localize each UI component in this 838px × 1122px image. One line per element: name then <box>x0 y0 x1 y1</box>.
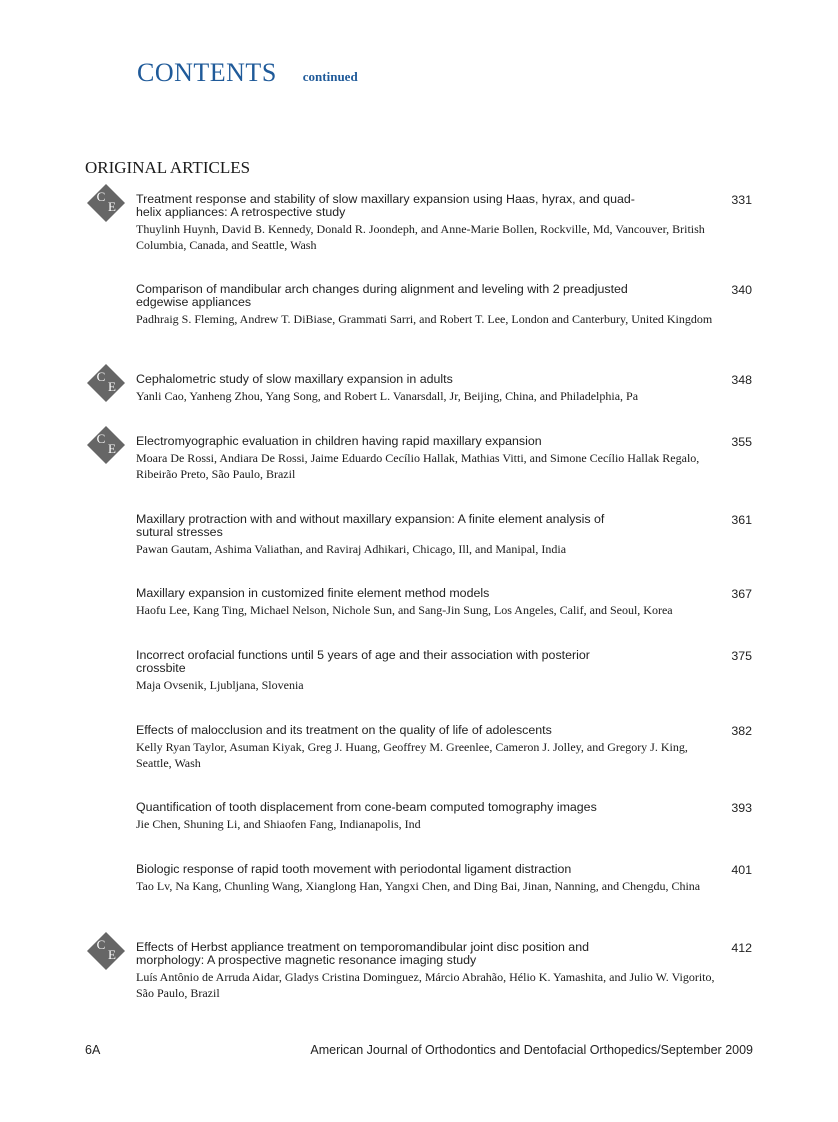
article-authors: Thuylinh Huynh, David B. Kennedy, Donald R. Joondeph, and Anne-Marie Bollen, Rockville, Md, Vancouver, British Columbia, Canada, and Seattle, Wash <box>136 222 705 252</box>
article-page-number: 382 <box>731 724 752 738</box>
article-title[interactable]: Maxillary protraction with and without maxillary expansion: A finite element analysis of sutural stresses <box>136 512 605 539</box>
article-authors: Yanli Cao, Yanheng Zhou, Yang Song, and Robert L. Vanarsdall, Jr, Beijing, China, and Philadelphia, Pa <box>136 389 639 403</box>
article-page-number: 367 <box>731 587 752 601</box>
ce-diamond <box>87 364 125 402</box>
article-page-number: 375 <box>731 649 752 663</box>
toc-entry[interactable] <box>136 863 756 894</box>
article-page-number: 355 <box>731 435 752 449</box>
toc-entry[interactable] <box>136 435 756 482</box>
article-authors: Padhraig S. Fleming, Andrew T. DiBiase, Grammati Sarri, and Robert T. Lee, London and Canterbury, United Kingdom <box>136 312 713 326</box>
article-page-number: 361 <box>731 513 752 527</box>
ce-badge-icon <box>86 363 126 403</box>
article-title[interactable]: Comparison of mandibular arch changes during alignment and leveling with 2 preadjusted edgewise appliances <box>136 282 628 309</box>
article-page-number: 401 <box>731 863 752 877</box>
article-title[interactable]: Quantification of tooth displacement from cone-beam computed tomography images <box>136 800 597 814</box>
article-authors: Haofu Lee, Kang Ting, Michael Nelson, Nichole Sun, and Sang-Jin Sung, Los Angeles, Calif, and Seoul, Korea <box>136 603 673 617</box>
article-title[interactable]: Effects of malocclusion and its treatment on the quality of life of adolescents <box>136 723 552 737</box>
section-title: ORIGINAL ARTICLES <box>85 158 251 177</box>
article-title[interactable]: Electromyographic evaluation in children having rapid maxillary expansion <box>136 434 542 448</box>
ce-diamond <box>87 932 125 970</box>
article-title[interactable]: Effects of Herbst appliance treatment on temporomandibular joint disc position and morphology: A prospective magnetic resonance imaging study <box>136 940 589 967</box>
ce-letter-c: C <box>96 369 106 384</box>
toc-entry[interactable] <box>136 513 756 557</box>
article-authors: Luís Antônio de Arruda Aidar, Gladys Cristina Dominguez, Márcio Abrahão, Hélio K. Yamashita, and Julio W. Vigorito, São Paulo, Brazil <box>136 970 715 1000</box>
footer-page-label: 6A <box>85 1043 101 1057</box>
ce-letter-e: E <box>108 379 116 394</box>
ce-letter-c: C <box>96 937 106 952</box>
article-authors: Maja Ovsenik, Ljubljana, Slovenia <box>136 678 304 692</box>
continued-label: continued <box>302 69 358 84</box>
article-title[interactable]: Cephalometric study of slow maxillary expansion in adults <box>136 372 453 386</box>
toc-entry[interactable] <box>136 373 756 404</box>
article-authors: Kelly Ryan Taylor, Asuman Kiyak, Greg J. Huang, Geoffrey M. Greenlee, Cameron J. Jolley, and Gregory J. King, Seattle, Wash <box>136 740 688 770</box>
ce-letter-c: C <box>96 189 106 204</box>
footer-journal-name: American Journal of Orthodontics and Dentofacial Orthopedics/September 2009 <box>310 1043 753 1057</box>
toc-entry[interactable] <box>136 587 756 618</box>
toc-entry[interactable] <box>136 724 756 771</box>
toc-entry[interactable] <box>136 193 756 253</box>
article-authors: Moara De Rossi, Andiara De Rossi, Jaime Eduardo Cecílio Hallak, Mathias Vitti, and Simone Cecílio Hallak Regalo, Ribeirão Preto, São Paulo, Brazil <box>136 451 700 481</box>
page-header <box>137 58 358 88</box>
toc-entry[interactable] <box>136 801 756 832</box>
ce-diamond <box>87 184 125 222</box>
article-page-number: 412 <box>731 941 752 955</box>
toc-entry[interactable] <box>136 283 756 327</box>
article-page-number: 393 <box>731 801 752 815</box>
article-title[interactable]: Incorrect orofacial functions until 5 years of age and their association with posterior crossbite <box>136 648 590 675</box>
toc-entry[interactable] <box>136 649 756 693</box>
toc-entry[interactable] <box>136 941 756 1001</box>
article-title[interactable]: Treatment response and stability of slow maxillary expansion using Haas, hyrax, and quad-helix appliances: A retrospective study <box>136 192 635 219</box>
article-title[interactable]: Maxillary expansion in customized finite element method models <box>136 586 490 600</box>
article-title[interactable]: Biologic response of rapid tooth movement with periodontal ligament distraction <box>136 862 572 876</box>
ce-badge-icon <box>86 931 126 971</box>
ce-badge-icon <box>86 183 126 223</box>
ce-diamond <box>87 426 125 464</box>
ce-letter-c: C <box>96 431 106 446</box>
article-authors: Jie Chen, Shuning Li, and Shiaofen Fang, Indianapolis, Ind <box>136 817 421 831</box>
ce-letter-e: E <box>108 441 116 456</box>
article-page-number: 331 <box>731 193 752 207</box>
article-authors: Tao Lv, Na Kang, Chunling Wang, Xianglong Han, Yangxi Chen, and Ding Bai, Jinan, Nanning, and Chengdu, China <box>136 879 701 893</box>
contents-title: CONTENTS <box>137 58 277 87</box>
article-authors: Pawan Gautam, Ashima Valiathan, and Raviraj Adhikari, Chicago, Ill, and Manipal, India <box>136 542 567 556</box>
ce-badge-icon <box>86 425 126 465</box>
ce-letter-e: E <box>108 947 116 962</box>
article-page-number: 348 <box>731 373 752 387</box>
ce-letter-e: E <box>108 199 116 214</box>
article-page-number: 340 <box>731 283 752 297</box>
